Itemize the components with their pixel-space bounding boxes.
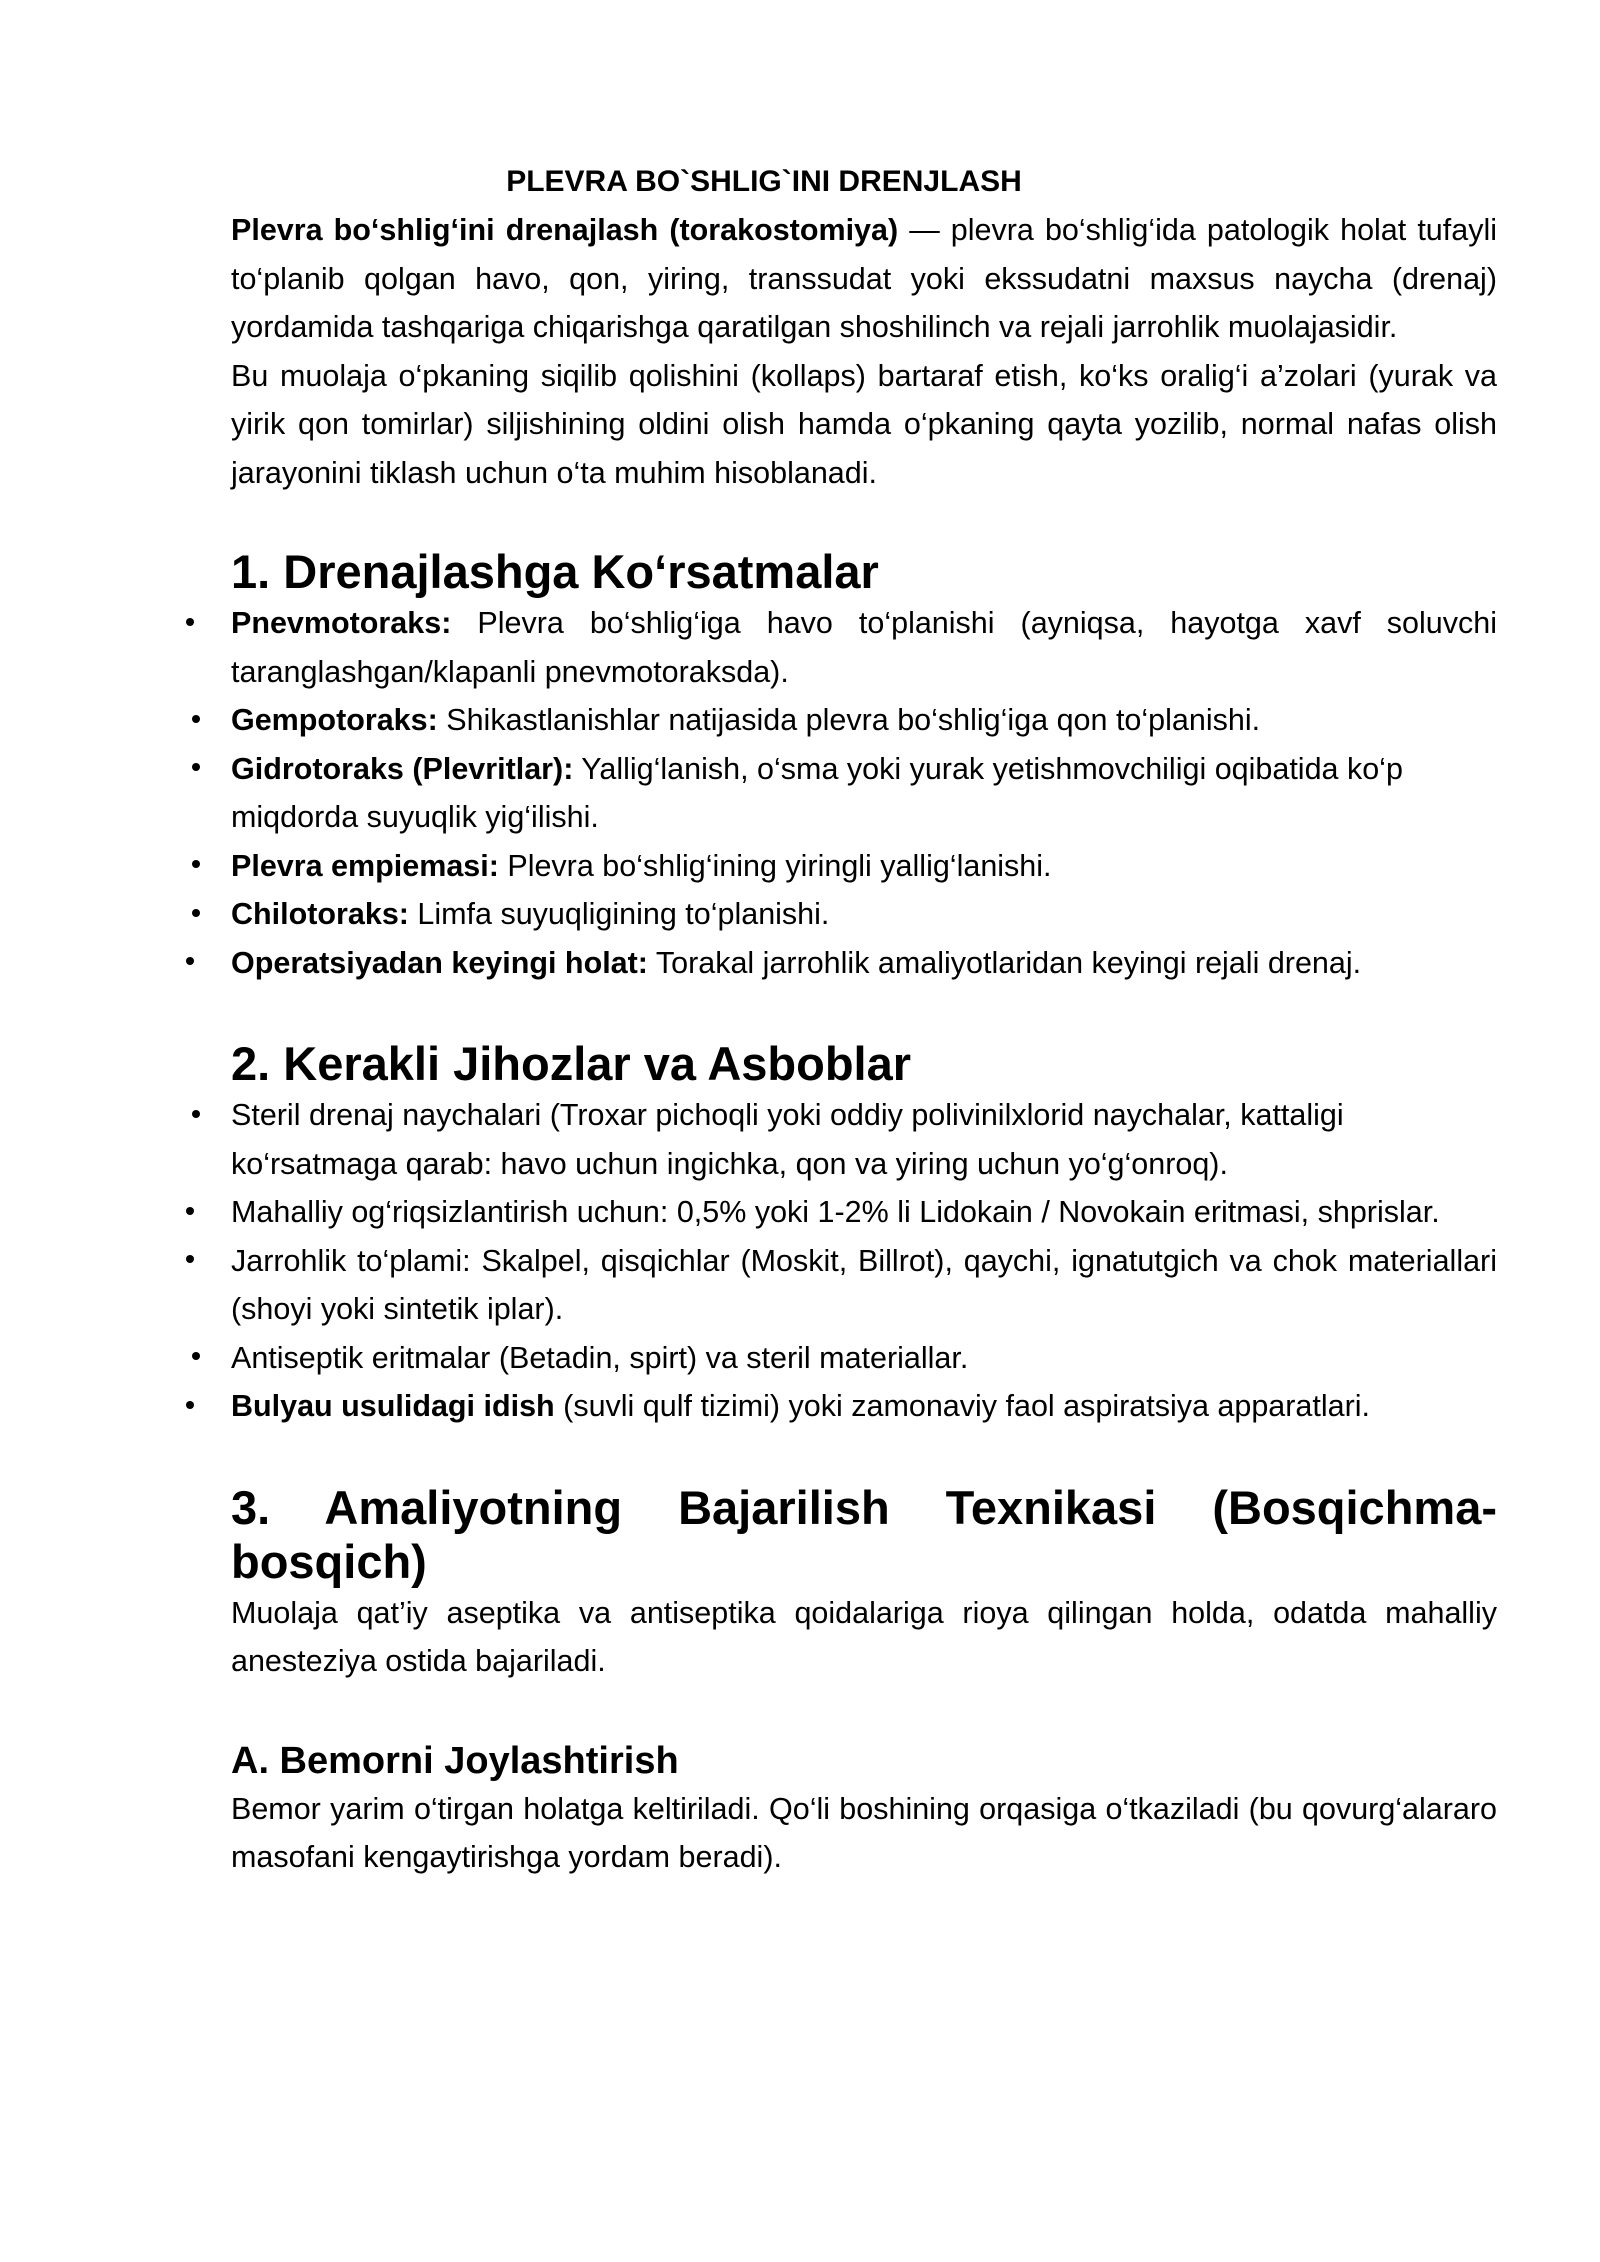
section-1-heading: 1. Drenajlashga Ko‘rsatmalar (231, 545, 879, 598)
document-body (231, 158, 1501, 1882)
intro-paragraph (231, 206, 1497, 352)
item-term: Operatsiyadan keyingi holat: (231, 945, 648, 980)
section-3-paragraph: Muolaja qat’iy aseptika va antiseptika qoidalariga rioya qilingan holda, odatda mahalliy anesteziya ostida bajariladi. (231, 1595, 1497, 1678)
bullet-icon (186, 696, 206, 745)
bullet-icon (186, 1091, 206, 1140)
bullet-icon (186, 842, 206, 891)
item-text: Torakal jarrohlik amaliyotlaridan keyingi rejali drenaj. (647, 945, 1362, 980)
item-text: Plevra bo‘shlig‘iga havo to‘planishi (ayniqsa, hayotga xavf soluvchi taranglashgan/klapanli pnevmotoraksda). (231, 606, 1497, 689)
list-item (231, 890, 1497, 939)
item-term: Bulyau usulidagi idish (231, 1389, 555, 1423)
item-term: Chilotoraks: (231, 897, 409, 931)
item-text: Shikastlanishlar natijasida plevra bo‘shlig‘iga qon to‘planishi. (437, 703, 1261, 737)
bullet-icon (186, 1334, 206, 1383)
list-item (231, 1382, 1497, 1431)
item-text: Plevra bo‘shlig‘ining yiringli yallig‘lanishi. (498, 848, 1052, 883)
equipment-list (231, 1091, 1501, 1431)
subsection-a-heading: A. Bemorni Joylashtirish (231, 1739, 679, 1782)
bullet-icon (186, 890, 206, 939)
item-text: Antiseptik eritmalar (Betadin, spirt) va steril materiallar. (231, 1340, 969, 1375)
intro-paragraph-2: Bu muolaja o‘pkaning siqilib qolishini (kollaps) bartaraf etish, ko‘ks oralig‘i a’zolari (yurak va yirik qon tomirlar) siljishining oldini olish hamda o‘pkaning qayta yozilib, normal nafas olish jarayonini tiklash uchun o‘ta muhim hisoblanadi. (231, 358, 1497, 490)
item-text: Steril drenaj naychalari (Troxar pichoqli yoki oddiy polivinilxlorid naychalar, kattaligi ko‘rsatmaga qarab: havo uchun ingichka, qon va yiring uchun yo‘g‘onroq). (231, 1098, 1344, 1181)
subsection-a-paragraph: Bemor yarim o‘tirgan holatga keltiriladi. Qo‘li boshining orqasiga o‘tkaziladi (bu qovurg‘alararo masofani kengaytirishga yordam beradi). (231, 1791, 1497, 1874)
bullet-icon (186, 1188, 206, 1237)
list-item (231, 842, 1497, 891)
item-text: Jarrohlik to‘plami: Skalpel, qisqichlar (Moskit, Billrot), qaychi, ignatutgich va chok materiallari (shoyi yoki sintetik iplar). (231, 1243, 1497, 1326)
intro-section (231, 206, 1501, 497)
indications-list (231, 599, 1501, 987)
list-item (231, 1091, 1511, 1188)
item-text: Yallig‘lanish, o‘sma yoki yurak yetishmovchiligi oqibatida ko‘p miqdorda suyuqlik yig‘ilishi. (231, 751, 1403, 834)
list-item (231, 745, 1511, 842)
list-item (231, 1237, 1497, 1334)
bullet-icon (186, 599, 206, 648)
item-term: Pnevmotoraks: (231, 606, 452, 640)
item-term: Gidrotoraks (Plevritlar): (231, 751, 574, 786)
bullet-icon (186, 1237, 206, 1286)
list-item (231, 696, 1511, 745)
item-term: Plevra empiemasi: (231, 848, 499, 883)
list-item (231, 599, 1497, 696)
section-3-heading: 3. Amaliyotning Bajarilish Texnikasi (Bosqichma-bosqich) (231, 1480, 1497, 1588)
bullet-icon (186, 1382, 206, 1431)
bullet-icon (186, 939, 206, 988)
item-text: (suvli qulf tizimi) yoki zamonaviy faol aspiratsiya apparatlari. (554, 1389, 1371, 1423)
item-term: Gempotoraks: (231, 703, 438, 737)
item-text: Mahalliy og‘riqsizlantirish uchun: 0,5% yoki 1-2% li Lidokain / Novokain eritmasi, shprislar. (231, 1195, 1440, 1229)
list-item (231, 939, 1497, 988)
item-text: Limfa suyuqligining to‘planishi. (408, 897, 830, 931)
list-item (231, 1188, 1497, 1237)
list-item (231, 1334, 1497, 1383)
intro-definition: — plevra bo‘shlig‘ida patologik holat tufayli to‘planib qolgan havo, qon, yiring, transsudat yoki ekssudatni maxsus naycha (drenaj) yordamida tashqariga chiqarishga qaratilgan shoshilinch va rejali jarrohlik muolajasidir. (231, 213, 1497, 344)
intro-term: Plevra bo‘shlig‘ini drenajlash (torakostomiya) (231, 213, 899, 247)
document-title: PLEVRA BO`SHLIG`INI DRENJLASH (506, 165, 1022, 198)
section-2-heading: 2. Kerakli Jihozlar va Asboblar (231, 1037, 912, 1090)
bullet-icon (186, 745, 206, 794)
